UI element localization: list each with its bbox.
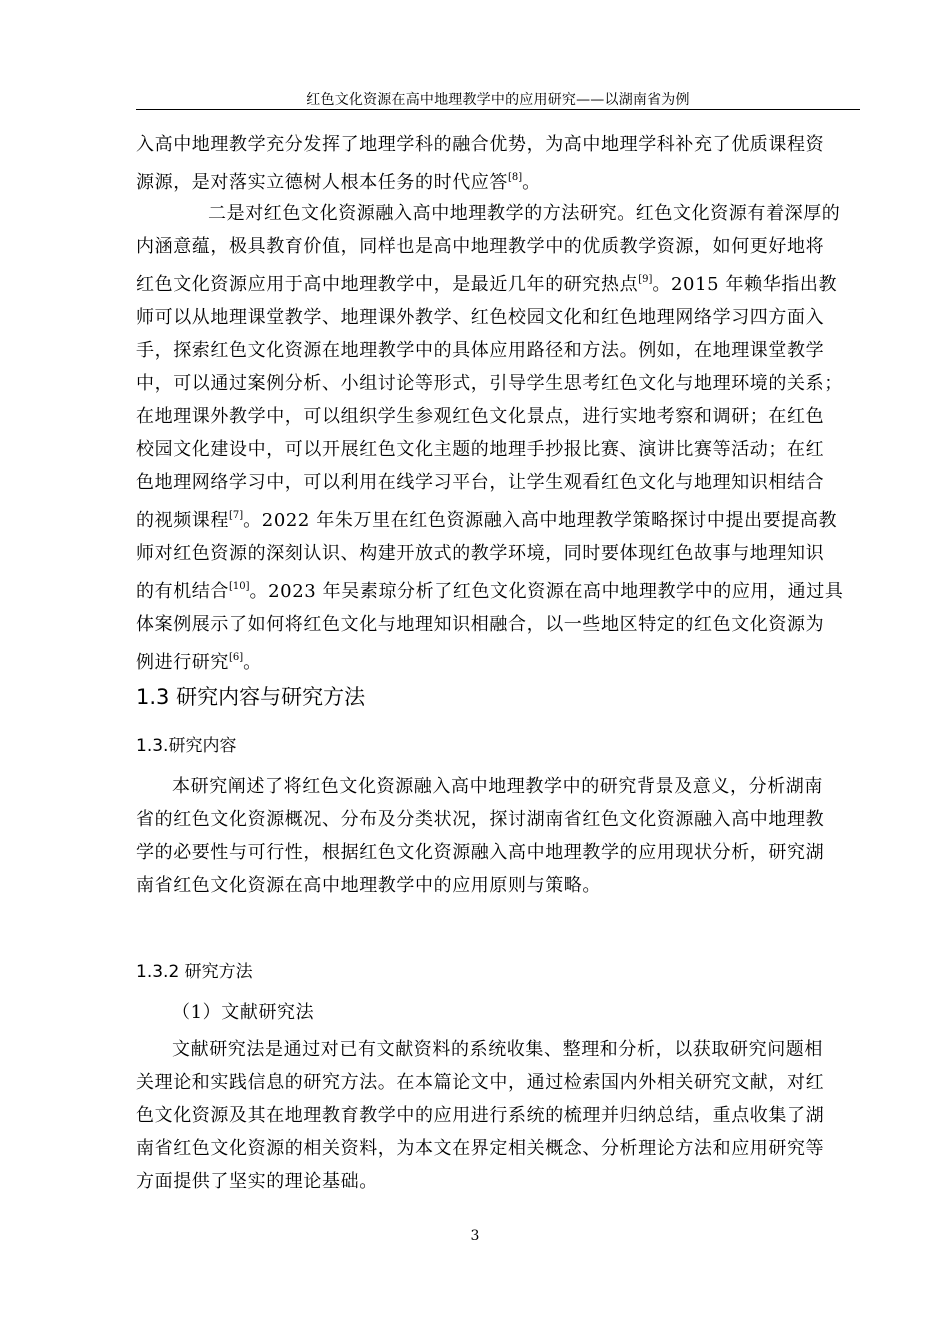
- text-line: 的视频课程[7]。2022 年朱万里在红色资源融入高中地理教学策略探讨中提出要提高教: [136, 510, 838, 531]
- text-line: 本研究阐述了将红色文化资源融入高中地理教学中的研究背景及意义，分析湖南: [172, 776, 823, 797]
- citation-6: [6]: [229, 652, 244, 663]
- text-line: 红色文化资源应用于高中地理教学中，是最近几年的研究热点[9]。2015 年赖华指出教: [136, 274, 838, 295]
- text-line: 例进行研究[6]。: [136, 652, 262, 673]
- citation-9: [9]: [638, 274, 653, 285]
- text-line: 文献研究法是通过对已有文献资料的系统收集、整理和分析，以获取研究问题相: [172, 1039, 823, 1060]
- text-line: 手，探索红色文化资源在地理教学中的具体应用路径和方法。例如，在地理课堂教学: [136, 340, 825, 361]
- paragraph-continued: [136, 128, 860, 199]
- text-line: 体案例展示了如何将红色文化与地理知识相融合，以一些地区特定的红色文化资源为: [136, 614, 825, 635]
- text-line: 的有机结合[10]。2023 年吴素琼分析了红色文化资源在高中地理教学中的应用，通过具: [136, 581, 844, 602]
- text-line: 南省红色文化资源在高中地理教学中的应用原则与策略。: [136, 875, 601, 896]
- text-line: 在地理课外教学中，可以组织学生参观红色文化景点，进行实地考察和调研；在红色: [136, 406, 825, 427]
- text-line: 关理论和实践信息的研究方法。在本篇论文中，通过检索国内外相关研究文献，对红: [136, 1072, 825, 1093]
- text-line: 南省红色文化资源的相关资料，为本文在界定相关概念、分析理论方法和应用研究等: [136, 1138, 825, 1159]
- citation-10: [10]: [229, 581, 250, 592]
- section-heading-1-3-1: 1.3.研究内容: [136, 736, 237, 756]
- paragraph-method-research: [136, 197, 860, 679]
- paragraph-literature-method: [136, 1033, 860, 1198]
- text-line: 校园文化建设中，可以开展红色文化主题的地理手抄报比赛、演讲比赛等活动；在红: [136, 439, 825, 460]
- page-number: 3: [470, 1228, 480, 1244]
- citation-7: [7]: [229, 510, 244, 521]
- text-line: 内涵意蕴，极具教育价值，同样也是高中地理教学中的优质教学资源，如何更好地将: [136, 236, 825, 257]
- text-line: 方面提供了坚实的理论基础。: [136, 1171, 378, 1192]
- text-line: 色文化资源及其在地理教育教学中的应用进行系统的梳理并归纳总结，重点收集了湖: [136, 1105, 825, 1126]
- method-heading-literature: （1）文献研究法: [172, 1002, 315, 1023]
- text-line: 二是对红色文化资源融入高中地理教学的方法研究。红色文化资源有着深厚的: [208, 203, 841, 224]
- text-line: 省的红色文化资源概况、分布及分类状况，探讨湖南省红色文化资源融入高中地理教: [136, 809, 825, 830]
- text-line: 中，可以通过案例分析、小组讨论等形式，引导学生思考红色文化与地理环境的关系；: [136, 373, 843, 394]
- section-heading-1-3-2: 1.3.2 研究方法: [136, 962, 253, 982]
- section-heading-1-3: 1.3 研究内容与研究方法: [136, 685, 366, 709]
- text-line: 色地理网络学习中，可以利用在线学习平台，让学生观看红色文化与地理知识相结合: [136, 472, 825, 493]
- running-header: 红色文化资源在高中地理教学中的应用研究——以湖南省为例: [306, 92, 690, 108]
- text-line: 学的必要性与可行性，根据红色文化资源融入高中地理教学的应用现状分析，研究湖: [136, 842, 825, 863]
- text-line: 师对红色资源的深刻认识、构建开放式的教学环境，同时要体现红色故事与地理知识: [136, 543, 825, 564]
- paragraph-research-content: [136, 770, 860, 902]
- header-rule: [136, 109, 860, 110]
- text-line: 入高中地理教学充分发挥了地理学科的融合优势，为高中地理学科补充了优质课程资: [136, 134, 825, 155]
- citation-8: [8]: [508, 172, 523, 183]
- text-line: 师可以从地理课堂教学、地理课外教学、红色校园文化和红色地理网络学习四方面入: [136, 307, 825, 328]
- text-line: 源源，是对落实立德树人根本任务的时代应答[8]。: [136, 172, 541, 193]
